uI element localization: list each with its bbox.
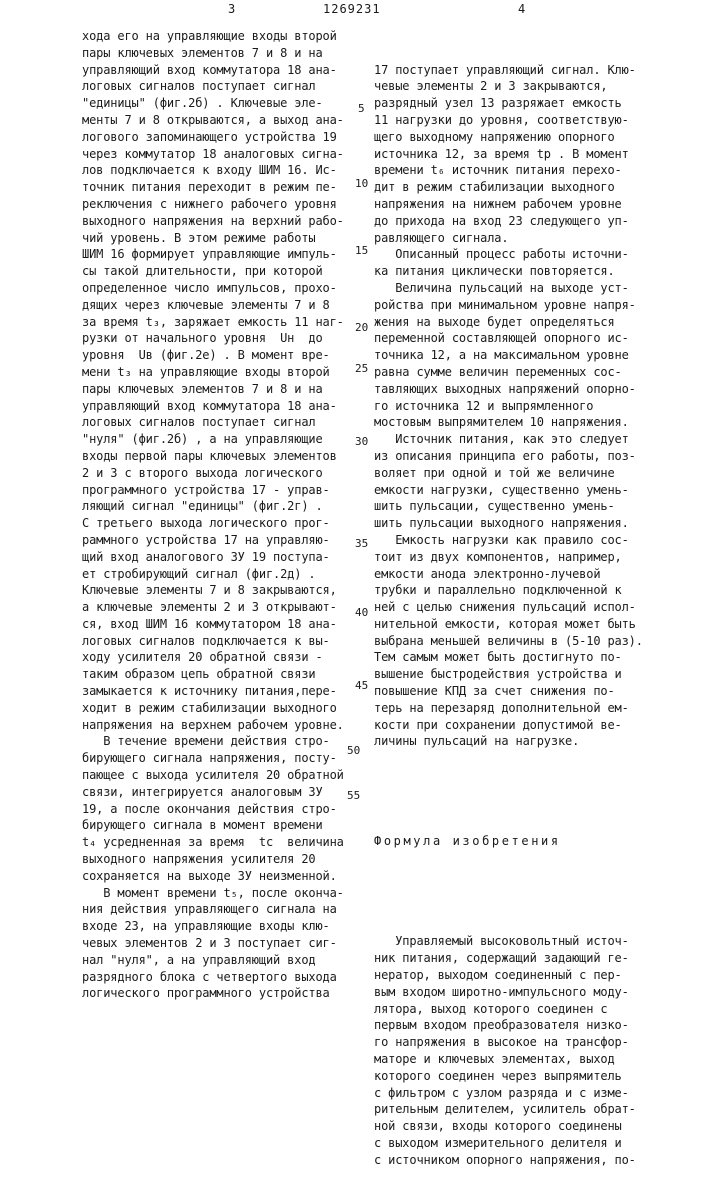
margin-line-number: 25 (355, 363, 368, 375)
page-number-right: 4 (518, 2, 525, 16)
text-line: напряжения на нижнем рабочем уровне (374, 196, 652, 213)
text-line: управляющий вход коммутатора 18 ана- (82, 62, 352, 79)
text-line: Тем самым может быть достигнуто по- (374, 649, 652, 666)
text-line: щего выходному напряжению опорного (374, 129, 652, 146)
text-line: ройства при минимальном уровне напря- (374, 297, 652, 314)
text-line: чий уровень. В этом режиме работы (82, 230, 352, 247)
left-text-column (82, 28, 352, 1002)
claims-title: Формула изобретения (374, 833, 652, 850)
text-line: ШИМ 16 формирует управляющие импуль- (82, 246, 352, 263)
text-line: го источника 12 и выпрямленного (374, 398, 652, 415)
text-line: из описания принципа его работы, поз- (374, 448, 652, 465)
margin-line-number: 30 (355, 436, 368, 448)
claims-text (374, 933, 652, 1168)
text-line: ной связи, входы которого соединены (374, 1118, 652, 1135)
text-line: входе 23, на управляющие входы клю- (82, 918, 352, 935)
text-line: выбрана меньшей величины в (5-10 раз). (374, 633, 652, 650)
text-line: вышение быстродействия устройства и (374, 666, 652, 683)
text-line: трубки и параллельно подключенной к (374, 582, 652, 599)
text-line: жения на выходе будет определяться (374, 314, 652, 331)
margin-line-number: 45 (355, 680, 368, 692)
text-line: программного устройства 17 - управ- (82, 482, 352, 499)
text-line: логовых сигналов поступает сигнал (82, 78, 352, 95)
text-line: нал "нуля", а на управляющий вход (82, 952, 352, 969)
text-line: пары ключевых элементов 7 и 8 и на (82, 381, 352, 398)
text-line: ходу усилителя 20 обратной связи - (82, 649, 352, 666)
text-line: ник питания, содержащий задающий ге- (374, 950, 652, 967)
text-line: пары ключевых элементов 7 и 8 и на (82, 45, 352, 62)
text-line: Источник питания, как это следует (374, 431, 652, 448)
text-line: первым входом преобразователя низко- (374, 1017, 652, 1034)
text-line: В момент времени t₅, после оконча- (82, 885, 352, 902)
text-line: тавляющих выходных напряжений опорно- (374, 381, 652, 398)
margin-line-number: 55 (347, 790, 360, 802)
text-line: повышение КПД за счет снижения по- (374, 683, 652, 700)
text-line: Величина пульсаций на выходе уст- (374, 280, 652, 297)
text-line: мостовым выпрямителем 10 напряжения. (374, 414, 652, 431)
text-line: лятора, выход которого соединен с (374, 1001, 652, 1018)
text-line: воляет при одной и той же величине (374, 465, 652, 482)
margin-line-number: 15 (355, 245, 368, 257)
text-line: шить пульсации выходного напряжения. (374, 515, 652, 532)
text-line: ся, вход ШИМ 16 коммутатором 18 ана- (82, 616, 352, 633)
margin-line-number: 40 (355, 607, 368, 619)
text-line: логового запоминающего устройства 19 (82, 129, 352, 146)
text-line: до прихода на вход 23 следующего уп- (374, 213, 652, 230)
text-line: t₄ усредненная за время tс величина (82, 834, 352, 851)
text-line: ния действия управляющего сигнала на (82, 901, 352, 918)
text-line: личины пульсаций на нагрузке. (374, 733, 652, 750)
text-line: Ключевые элементы 7 и 8 закрываются, (82, 582, 352, 599)
text-line: логовых сигналов подключается к вы- (82, 633, 352, 650)
text-line: Емкость нагрузки как правило сос- (374, 532, 652, 549)
text-line: точник питания переходит в режим пе- (82, 179, 352, 196)
text-line: С третьего выхода логического прог- (82, 515, 352, 532)
text-line: "нуля" (фиг.2б) , а на управляющие (82, 431, 352, 448)
text-line: В течение времени действия стро- (82, 733, 352, 750)
text-line: ходит в режим стабилизации выходного (82, 700, 352, 717)
text-line: источника 12, за время tр . В момент (374, 146, 652, 163)
text-line: 17 поступает управляющий сигнал. Клю- (374, 62, 652, 79)
text-line: нительной емкости, которая может быть (374, 616, 652, 633)
text-line: го напряжения в высокое на трансфор- (374, 1034, 652, 1051)
text-line: ка питания циклически повторяется. (374, 263, 652, 280)
text-line: через коммутатор 18 аналоговых сигна- (82, 146, 352, 163)
text-line: с выходом измерительного делителя и (374, 1135, 652, 1152)
text-line: кости при сохранении допустимой ве- (374, 717, 652, 734)
text-line: выходного напряжения на верхний рабо- (82, 213, 352, 230)
text-line: терь на перезаряд дополнительной ем- (374, 700, 652, 717)
text-line: входы первой пары ключевых элементов (82, 448, 352, 465)
text-line: замыкается к источнику питания,пере- (82, 683, 352, 700)
text-line: ет стробирующий сигнал (фиг.2д) . (82, 566, 352, 583)
text-line: хода его на управляющие входы второй (82, 28, 352, 45)
text-line: раммного устройства 17 на управляю- (82, 532, 352, 549)
text-line: тоит из двух компонентов, например, (374, 549, 652, 566)
text-line: дит в режим стабилизации выходного (374, 179, 652, 196)
text-line: равляющего сигнала. (374, 230, 652, 247)
text-line: чевых элементов 2 и 3 поступает сиг- (82, 935, 352, 952)
text-line: 19, а после окончания действия стро- (82, 801, 352, 818)
text-line: Описанный процесс работы источни- (374, 246, 652, 263)
margin-line-number: 50 (347, 745, 360, 757)
text-line: менты 7 и 8 открываются, а выход ана- (82, 112, 352, 129)
text-line: ляющий сигнал "единицы" (фиг.2г) . (82, 498, 352, 515)
text-line: бирующего сигнала напряжения, посту- (82, 750, 352, 767)
text-line: чевые элементы 2 и 3 закрываются, (374, 78, 652, 95)
page-number-left: 3 (228, 2, 235, 16)
text-line: уровня Uв (фиг.2е) . В момент вре- (82, 347, 352, 364)
text-line: выходного напряжения усилителя 20 (82, 851, 352, 868)
text-line: 2 и 3 с второго выхода логического (82, 465, 352, 482)
text-line: с источником опорного напряжения, по- (374, 1152, 652, 1169)
text-line: щий вход аналогового ЗУ 19 поступа- (82, 549, 352, 566)
text-line: таким образом цепь обратной связи (82, 666, 352, 683)
margin-line-number: 10 (355, 178, 368, 190)
text-line: емкости нагрузки, существенно умень- (374, 482, 652, 499)
text-line: вым входом широтно-импульсного моду- (374, 984, 652, 1001)
text-line: сы такой длительности, при которой (82, 263, 352, 280)
text-line: реключения с нижнего рабочего уровня (82, 196, 352, 213)
text-line: Управляемый высоковольтный источ- (374, 933, 652, 950)
text-line: которого соединен через выпрямитель (374, 1068, 652, 1085)
text-line: разрядного блока с четвертого выхода (82, 969, 352, 986)
text-line: емкости анода электронно-лучевой (374, 566, 652, 583)
text-line: логического программного устройства (82, 985, 352, 1002)
text-line: дящих через ключевые элементы 7 и 8 (82, 297, 352, 314)
text-line: связи, интегрируется аналоговым ЗУ (82, 784, 352, 801)
text-line: 11 нагрузки до уровня, соответствую- (374, 112, 652, 129)
text-line: "единицы" (фиг.2б) . Ключевые эле- (82, 95, 352, 112)
patent-number: 1269231 (323, 2, 381, 16)
right-text-column (374, 28, 652, 1185)
text-line: бирующего сигнала в момент времени (82, 817, 352, 834)
text-line: времени t₆ источник питания перехо- (374, 162, 652, 179)
text-line: а ключевые элементы 2 и 3 открывают- (82, 599, 352, 616)
text-line: маторе и ключевых элементах, выход (374, 1051, 652, 1068)
text-line: за время t₃, заряжает емкость 11 наг- (82, 314, 352, 331)
text-line: лов подключается к входу ШИМ 16. Ис- (82, 162, 352, 179)
text-line: равна сумме величин переменных сос- (374, 364, 652, 381)
text-line: мени t₃ на управляющие входы второй (82, 364, 352, 381)
text-line: ней с целью снижения пульсаций испол- (374, 599, 652, 616)
text-line: логовых сигналов поступает сигнал (82, 414, 352, 431)
text-line: напряжения на верхнем рабочем уровне. (82, 717, 352, 734)
text-line: разрядный узел 13 разряжает емкость (374, 95, 652, 112)
text-line: с фильтром с узлом разряда и с изме- (374, 1085, 652, 1102)
margin-line-number: 5 (358, 103, 365, 115)
text-line: нератор, выходом соединенный с пер- (374, 967, 652, 984)
text-line: точника 12, а на максимальном уровне (374, 347, 652, 364)
text-line: определенное число импульсов, прохо- (82, 280, 352, 297)
text-line: управляющий вход коммутатора 18 ана- (82, 398, 352, 415)
margin-line-number: 35 (355, 538, 368, 550)
margin-line-number: 20 (355, 322, 368, 334)
text-line: пающее с выхода усилителя 20 обратной (82, 767, 352, 784)
description-continuation (374, 62, 652, 751)
text-line: рительным делителем, усилитель обрат- (374, 1101, 652, 1118)
text-line: переменной составляющей опорного ис- (374, 330, 652, 347)
text-line: шить пульсации, существенно умень- (374, 498, 652, 515)
text-line: рузки от начального уровня Uн до (82, 330, 352, 347)
text-line: сохраняется на выходе ЗУ неизменной. (82, 868, 352, 885)
